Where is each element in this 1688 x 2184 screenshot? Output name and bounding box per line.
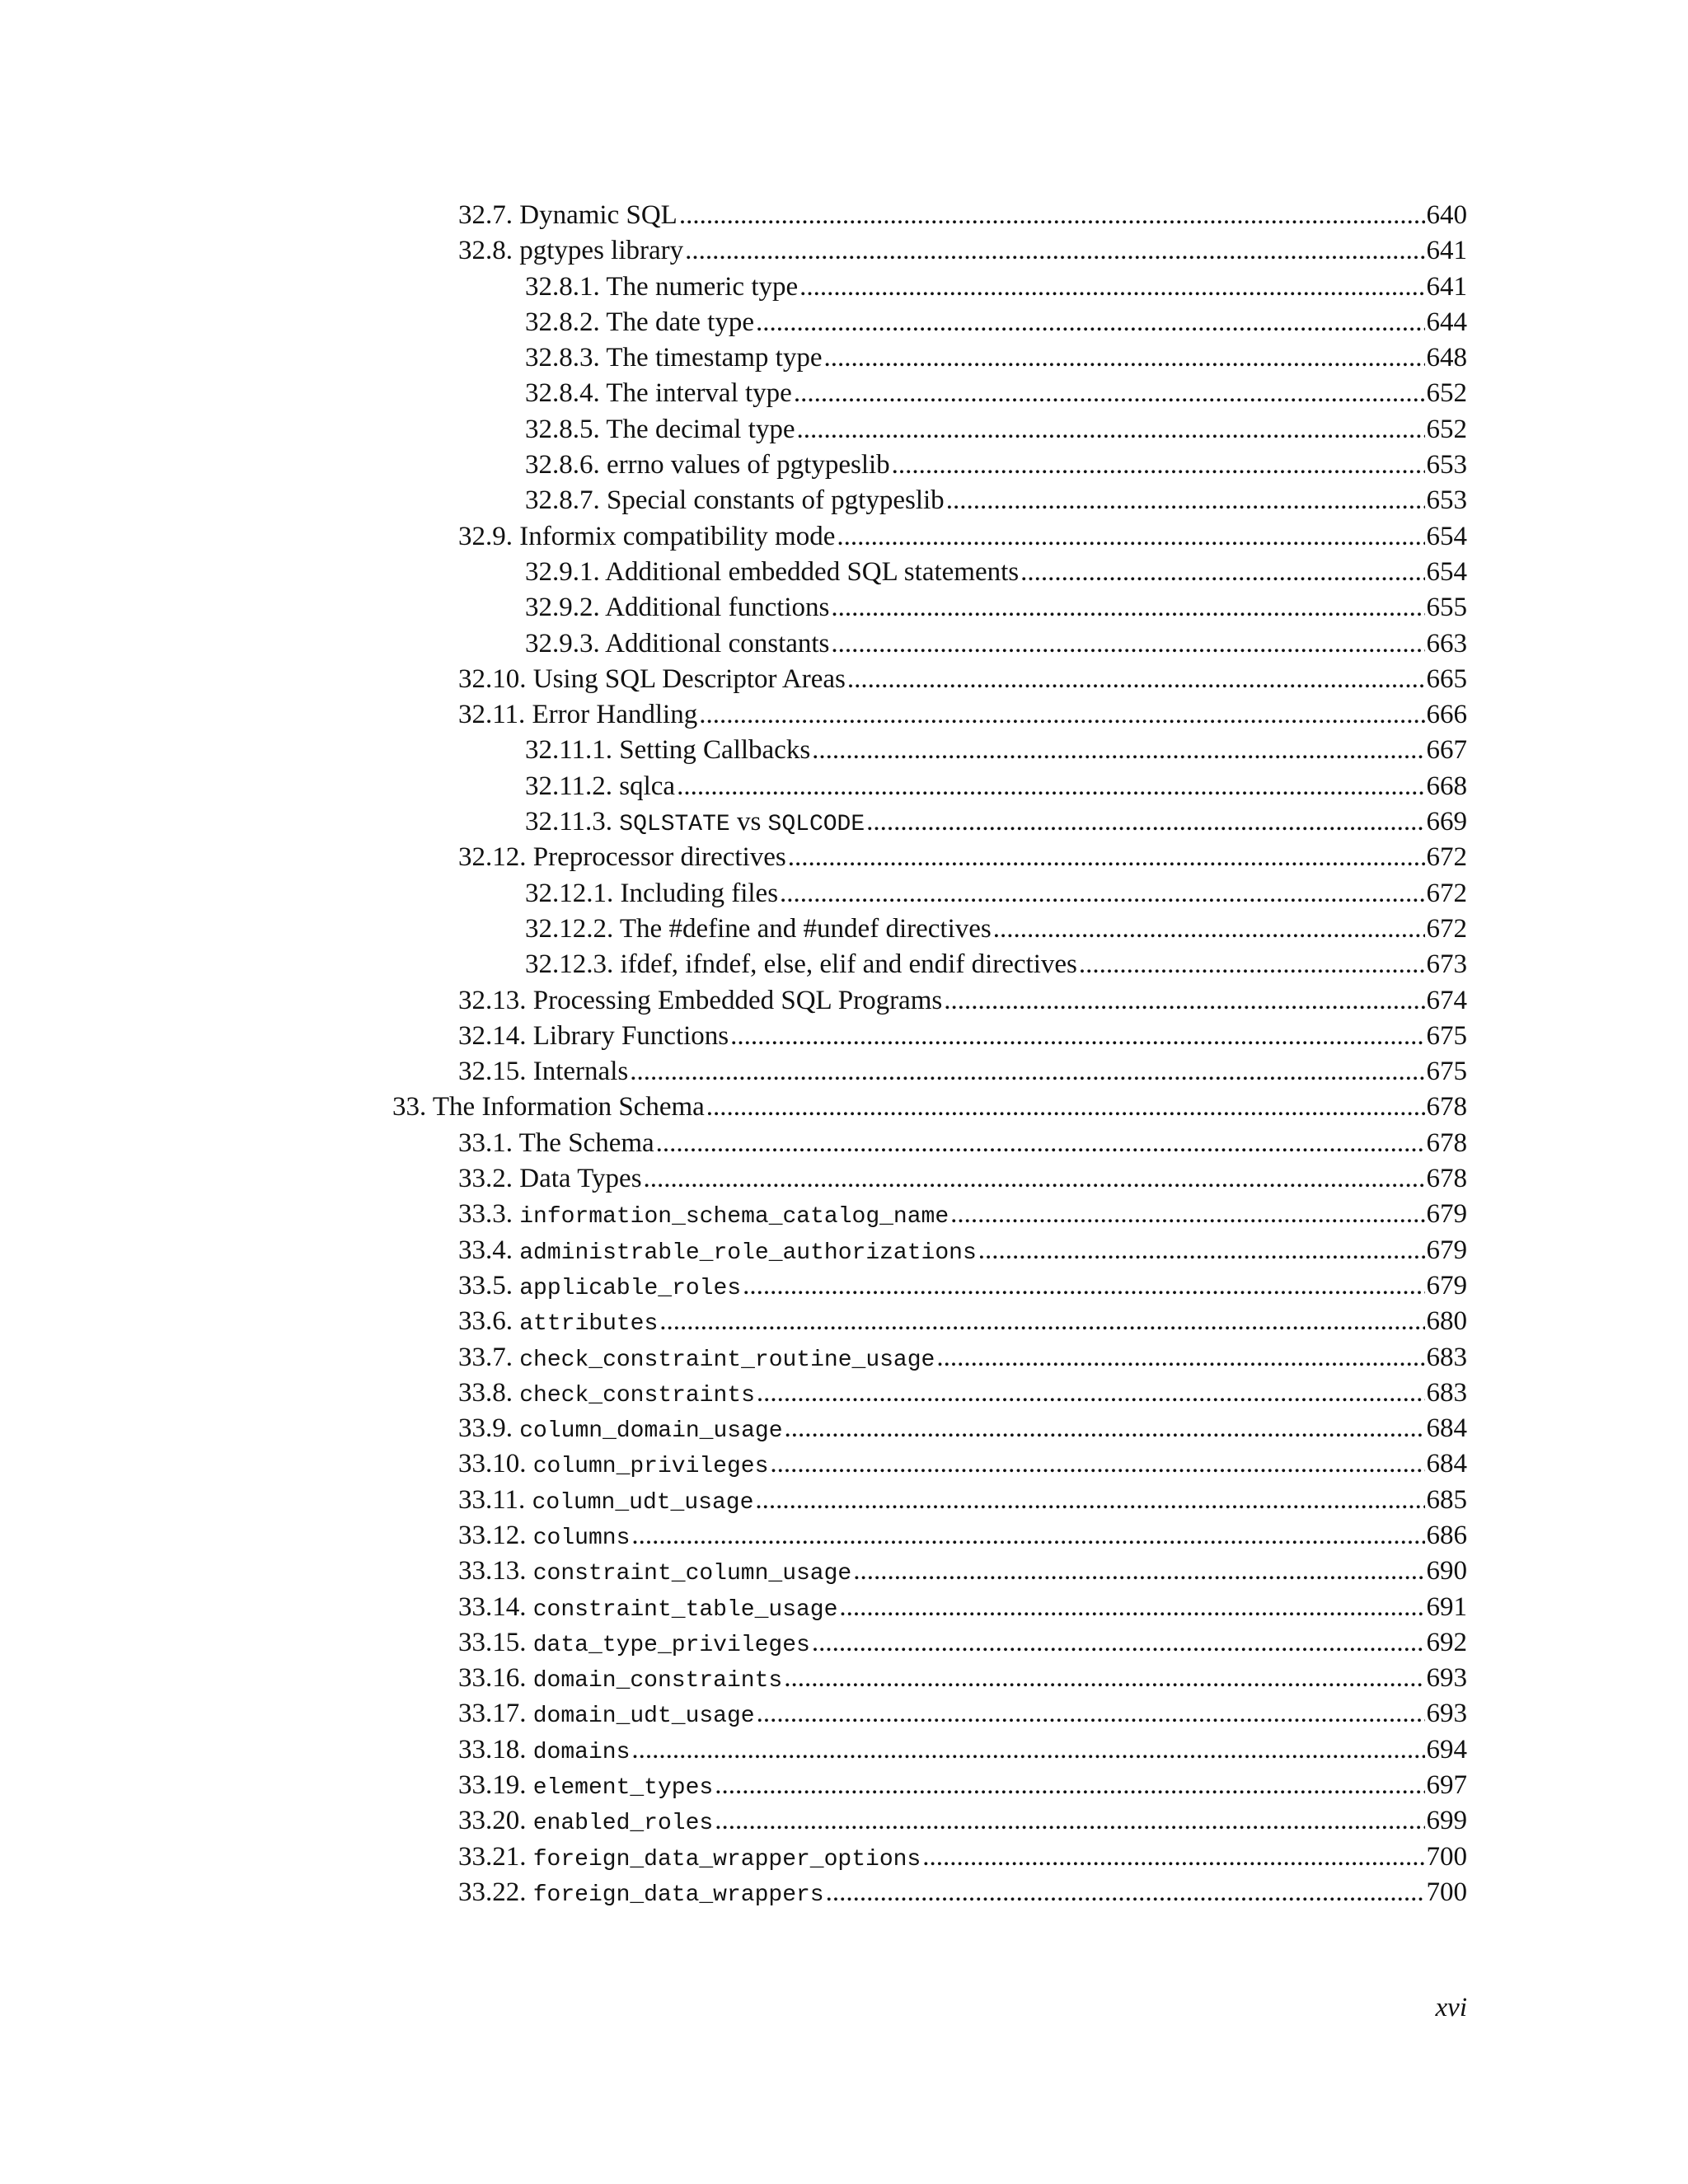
toc-entry-code-text: columns: [532, 1525, 631, 1551]
toc-entry-code-text: domain_udt_usage: [532, 1704, 755, 1730]
dot-leader: [794, 376, 1425, 411]
dot-leader: [866, 804, 1424, 840]
toc-entry[interactable]: [0, 840, 1688, 875]
toc-entry-line: [458, 1411, 1467, 1449]
dot-leader: [812, 733, 1424, 768]
toc-entry-page-number: 693: [1426, 1699, 1467, 1729]
toc-entry-title: [458, 1197, 949, 1235]
toc-entry[interactable]: [0, 1126, 1688, 1161]
dot-leader: [715, 1768, 1424, 1803]
toc-entry-title: [525, 804, 865, 842]
toc-entry-line: [458, 1590, 1467, 1628]
dot-leader: [847, 662, 1425, 697]
toc-entry-code-text: information_schema_catalog_name: [519, 1204, 950, 1230]
toc-entry-title: [458, 1803, 713, 1841]
toc-entry-page-number: 665: [1426, 663, 1467, 694]
toc-entry-title: 33. The Information Schema: [392, 1092, 705, 1122]
dot-leader: [831, 626, 1424, 662]
dot-leader: [706, 1090, 1425, 1125]
dot-leader: [631, 1518, 1424, 1554]
toc-entry-line: [458, 1268, 1467, 1306]
toc-entry-text: 33.6.: [458, 1306, 520, 1337]
dot-leader: [922, 1840, 1424, 1875]
toc-entry[interactable]: [0, 233, 1688, 269]
toc-entry-page-number: 678: [1426, 1127, 1467, 1158]
toc-entry[interactable]: [0, 1625, 1688, 1661]
toc-entry[interactable]: [0, 1554, 1688, 1589]
toc-entry-page-number: 672: [1426, 913, 1467, 944]
toc-entry-title: 32.9.1. Additional embedded SQL statements: [525, 556, 1020, 587]
toc-entry[interactable]: [0, 1376, 1688, 1411]
toc-entry-text: 33.11.: [458, 1484, 532, 1515]
dot-leader: [780, 876, 1424, 912]
toc-entry-title: [458, 1768, 713, 1806]
toc-entry-page-number: 684: [1426, 1449, 1467, 1479]
dot-leader: [685, 233, 1424, 269]
toc-entry-code-text: domains: [532, 1739, 631, 1765]
toc-entry[interactable]: [0, 1696, 1688, 1732]
toc-entry-line: [458, 1518, 1467, 1556]
toc-entry-title: 32.14. Library Functions: [458, 1020, 729, 1051]
toc-entry[interactable]: [0, 590, 1688, 626]
toc-entry-line: [458, 1696, 1467, 1734]
dot-leader: [831, 590, 1424, 626]
toc-entry-page-number: 694: [1426, 1734, 1467, 1765]
toc-entry-page-number: 672: [1426, 878, 1467, 908]
toc-entry-page-number: 678: [1426, 1164, 1467, 1194]
toc-entry[interactable]: [0, 1483, 1688, 1518]
toc-entry-code-text: enabled_roles: [532, 1811, 714, 1837]
toc-entry-line: [458, 1483, 1467, 1521]
toc-entry-page-number: 678: [1426, 1092, 1467, 1122]
toc-entry-title: [458, 1661, 782, 1699]
toc-entry-text: 33.22.: [458, 1877, 533, 1907]
dot-leader: [946, 483, 1425, 518]
toc-entry[interactable]: [0, 269, 1688, 305]
toc-entry-code-text: check_constraint_routine_usage: [519, 1347, 935, 1373]
toc-entry-page-number: 653: [1426, 450, 1467, 480]
toc-entry-title: 32.8.4. The interval type: [525, 378, 792, 409]
toc-entry-page-number: 699: [1426, 1806, 1467, 1836]
toc-entry[interactable]: [0, 340, 1688, 376]
toc-entry-page-number: 684: [1426, 1413, 1467, 1444]
toc-entry-page-number: 675: [1426, 1020, 1467, 1051]
toc-entry-line: [458, 1019, 1467, 1054]
toc-entry-line: [458, 1768, 1467, 1806]
dot-leader: [785, 1411, 1425, 1446]
toc-entry-line: [458, 519, 1467, 555]
dot-leader: [788, 840, 1425, 875]
toc-entry-page-number: 685: [1426, 1484, 1467, 1515]
dot-leader: [936, 1340, 1424, 1376]
dot-leader: [656, 1126, 1425, 1161]
toc-entry-page-number: 640: [1426, 200, 1467, 230]
toc-entry[interactable]: [0, 1803, 1688, 1839]
toc-entry-code-text: attributes: [519, 1311, 659, 1338]
toc-entry-title: [458, 1875, 824, 1913]
toc-entry-page-number: 700: [1426, 1841, 1467, 1872]
toc-entry-line: [525, 626, 1467, 662]
toc-entry-line: [458, 233, 1467, 269]
toc-entry-page-number: 690: [1426, 1556, 1467, 1586]
toc-entry[interactable]: [0, 1340, 1688, 1376]
toc-entry[interactable]: [0, 697, 1688, 733]
toc-entry[interactable]: [0, 1661, 1688, 1696]
toc-entry-title: [458, 1233, 977, 1271]
toc-entry-code-text: check_constraints: [519, 1382, 755, 1408]
toc-entry-text: 33.19.: [458, 1770, 533, 1801]
toc-entry-page-number: 686: [1426, 1520, 1467, 1550]
toc-entry-page-number: 644: [1426, 307, 1467, 337]
toc-entry[interactable]: [0, 1019, 1688, 1054]
toc-entry-page-number: 653: [1426, 485, 1467, 516]
toc-entry[interactable]: [0, 519, 1688, 555]
toc-entry-page-number: 697: [1426, 1770, 1467, 1801]
toc-entry-page-number: 641: [1426, 271, 1467, 302]
toc-entry-line: [458, 1126, 1467, 1161]
toc-entry[interactable]: [0, 1590, 1688, 1625]
toc-entry-page-number: 668: [1426, 771, 1467, 801]
toc-entry-page-number: 654: [1426, 521, 1467, 551]
toc-entry-page-number: 669: [1426, 807, 1467, 837]
toc-entry-title: [458, 1446, 768, 1484]
toc-entry-text: 33.8.: [458, 1377, 520, 1408]
toc-entry-line: [525, 804, 1467, 842]
toc-entry-line: [458, 1732, 1467, 1770]
toc-entry[interactable]: [0, 769, 1688, 804]
toc-entry-line: [525, 376, 1467, 411]
toc-entry[interactable]: [0, 1732, 1688, 1768]
toc-entry-line: [525, 876, 1467, 912]
dot-leader: [770, 1446, 1424, 1482]
toc-entry-title: [458, 1340, 935, 1378]
toc-entry-line: [458, 1625, 1467, 1663]
toc-entry[interactable]: [0, 662, 1688, 697]
toc-entry-text: 33.21.: [458, 1841, 533, 1872]
toc-entry-line: [525, 733, 1467, 768]
toc-entry-code-text: constraint_table_usage: [532, 1596, 838, 1623]
toc-entry-page-number: 674: [1426, 985, 1467, 1015]
toc-entry[interactable]: [0, 1268, 1688, 1304]
toc-entry-title: [458, 1411, 783, 1449]
toc-entry-title: [458, 1840, 921, 1877]
toc-entry-line: [458, 1054, 1467, 1090]
dot-leader: [630, 1054, 1424, 1090]
toc-entry-title: 32.10. Using SQL Descriptor Areas: [458, 663, 846, 694]
toc-entry-title: [458, 1304, 658, 1342]
toc-entry-title: 32.8.3. The timestamp type: [525, 343, 823, 373]
dot-leader: [1020, 555, 1424, 590]
toc-entry[interactable]: [0, 626, 1688, 662]
toc-entry-text: 33.17.: [458, 1699, 533, 1729]
toc-entry-page-number: 700: [1426, 1877, 1467, 1907]
dot-leader: [978, 1233, 1425, 1268]
toc-entry-page-number: 680: [1426, 1306, 1467, 1337]
toc-entry-title: 32.11.2. sqlca: [525, 771, 676, 801]
toc-entry-code-text: element_types: [532, 1775, 714, 1802]
toc-entry-line: [525, 412, 1467, 448]
toc-entry-line: [392, 1090, 1467, 1125]
toc-entry-page-number: 675: [1426, 1057, 1467, 1087]
toc-entry-line: [525, 555, 1467, 590]
toc-entry-text: 33.16.: [458, 1663, 533, 1694]
toc-entry-page-number: 693: [1426, 1663, 1467, 1694]
toc-entry-code-text: data_type_privileges: [532, 1632, 810, 1658]
toc-entry-title: 32.8.5. The decimal type: [525, 414, 795, 444]
toc-entry-line: [458, 1161, 1467, 1197]
table-of-contents: [0, 198, 1688, 1910]
toc-entry[interactable]: [0, 1840, 1688, 1875]
toc-entry[interactable]: [0, 1197, 1688, 1232]
toc-entry-line: [458, 1376, 1467, 1413]
dot-leader: [644, 1161, 1425, 1197]
dot-leader: [677, 769, 1424, 804]
toc-entry-line: [525, 912, 1467, 947]
toc-entry-line: [458, 983, 1467, 1019]
toc-entry-line: [525, 483, 1467, 518]
dot-leader: [944, 983, 1424, 1019]
dot-leader: [757, 1376, 1425, 1411]
toc-entry-title: [458, 1554, 851, 1591]
toc-entry-title: [458, 1696, 755, 1734]
dot-leader: [839, 1590, 1424, 1625]
toc-entry-line: [525, 305, 1467, 340]
toc-entry[interactable]: [0, 983, 1688, 1019]
toc-entry-text: 33.4.: [458, 1235, 520, 1265]
toc-entry-line: [458, 1233, 1467, 1271]
toc-entry-title: 32.11. Error Handling: [458, 700, 698, 730]
toc-entry-code-text: foreign_data_wrapper_options: [532, 1846, 921, 1872]
dot-leader: [757, 1696, 1425, 1732]
toc-entry-page-number: 679: [1426, 1270, 1467, 1301]
toc-entry-text: 33.14.: [458, 1591, 533, 1622]
toc-entry-title: [458, 1732, 630, 1770]
toc-entry[interactable]: [0, 804, 1688, 840]
toc-entry[interactable]: [0, 1518, 1688, 1554]
toc-entry-line: [458, 1340, 1467, 1378]
toc-entry[interactable]: [0, 448, 1688, 483]
toc-entry-title: 32.8. pgtypes library: [458, 236, 684, 266]
toc-entry-page-number: 652: [1426, 378, 1467, 409]
toc-entry-line: [458, 1446, 1467, 1484]
toc-entry-text: 33.12.: [458, 1520, 533, 1550]
toc-entry-title: 32.12.2. The #define and #undef directives: [525, 913, 992, 944]
toc-entry[interactable]: [0, 1304, 1688, 1339]
toc-entry-page-number: 641: [1426, 236, 1467, 266]
toc-entry-line: [525, 769, 1467, 804]
toc-entry[interactable]: [0, 733, 1688, 768]
toc-entry-code-text: constraint_column_usage: [532, 1561, 852, 1587]
dot-leader: [743, 1268, 1424, 1304]
toc-entry-title: 32.12.3. ifdef, ifndef, else, elif and endif directives: [525, 949, 1077, 980]
toc-entry-title: 32.13. Processing Embedded SQL Programs: [458, 985, 943, 1015]
toc-entry-page-number: 672: [1426, 842, 1467, 873]
toc-entry-title: 32.7. Dynamic SQL: [458, 200, 678, 230]
toc-entry[interactable]: [0, 412, 1688, 448]
toc-entry-line: [458, 1661, 1467, 1699]
dot-leader: [826, 1875, 1425, 1910]
toc-entry-title: [458, 1268, 741, 1306]
toc-entry-line: [458, 662, 1467, 697]
toc-entry-text: 32.11.3.: [525, 807, 620, 837]
toc-entry-line: [458, 1304, 1467, 1342]
toc-entry[interactable]: [0, 483, 1688, 518]
toc-entry-line: [458, 1197, 1467, 1235]
toc-entry[interactable]: [0, 198, 1688, 233]
page-number: xvi: [1435, 1993, 1467, 2022]
toc-entry-text: 33.18.: [458, 1734, 533, 1765]
toc-entry-code-text: column_domain_usage: [519, 1418, 783, 1445]
toc-entry[interactable]: [0, 555, 1688, 590]
toc-entry-line: [458, 198, 1467, 233]
toc-entry-title: 33.2. Data Types: [458, 1164, 642, 1194]
toc-entry-title: 33.1. The Schema: [458, 1127, 654, 1158]
toc-entry-title: 32.9. Informix compatibility mode: [458, 521, 836, 551]
toc-entry-text: 33.15.: [458, 1627, 533, 1657]
toc-entry-page-number: 667: [1426, 735, 1467, 766]
toc-entry-title: 32.12.1. Including files: [525, 878, 779, 908]
toc-entry-code-text: applicable_roles: [519, 1275, 742, 1301]
toc-entry-text: 33.3.: [458, 1199, 520, 1230]
dot-leader: [756, 305, 1425, 340]
dot-leader: [784, 1661, 1424, 1696]
toc-entry[interactable]: [0, 1090, 1688, 1125]
toc-entry-title: 32.12. Preprocessor directives: [458, 842, 786, 873]
toc-entry-line: [525, 448, 1467, 483]
toc-entry-page-number: 654: [1426, 556, 1467, 587]
toc-entry-title: 32.8.6. errno values of pgtypeslib: [525, 450, 890, 480]
dot-leader: [699, 697, 1424, 733]
toc-entry-page-number: 683: [1426, 1342, 1467, 1372]
dot-leader: [853, 1554, 1424, 1589]
toc-entry-page-number: 673: [1426, 949, 1467, 980]
toc-entry-code-text: SQLCODE: [767, 812, 865, 838]
dot-leader: [892, 448, 1425, 483]
toc-entry-line: [525, 947, 1467, 982]
toc-entry-page-number: 692: [1426, 1627, 1467, 1657]
toc-entry-line: [458, 1803, 1467, 1841]
dot-leader: [730, 1019, 1424, 1054]
toc-entry-code-text: column_udt_usage: [532, 1489, 754, 1516]
toc-entry-line: [525, 340, 1467, 376]
toc-entry[interactable]: [0, 1161, 1688, 1197]
toc-entry[interactable]: [0, 1233, 1688, 1268]
toc-entry-title: [458, 1625, 810, 1663]
toc-entry-page-number: 691: [1426, 1591, 1467, 1622]
dot-leader: [824, 340, 1425, 376]
toc-entry-title: 32.8.7. Special constants of pgtypeslib: [525, 485, 945, 516]
toc-entry-text: 33.20.: [458, 1806, 533, 1836]
toc-entry[interactable]: [0, 376, 1688, 411]
toc-entry-line: [458, 697, 1467, 733]
toc-entry-code-text: foreign_data_wrappers: [532, 1882, 824, 1908]
toc-entry[interactable]: [0, 1768, 1688, 1803]
toc-entry-line: [458, 1554, 1467, 1591]
toc-entry-title: 32.15. Internals: [458, 1057, 629, 1087]
toc-entry[interactable]: [0, 305, 1688, 340]
dot-leader: [755, 1483, 1424, 1518]
toc-entry[interactable]: [0, 947, 1688, 982]
toc-entry-page-number: 666: [1426, 700, 1467, 730]
toc-entry[interactable]: [0, 1875, 1688, 1910]
toc-entry-line: [525, 590, 1467, 626]
toc-entry-page-number: 679: [1426, 1199, 1467, 1230]
toc-entry[interactable]: [0, 912, 1688, 947]
dot-leader: [679, 198, 1425, 233]
toc-entry-page-number: 648: [1426, 343, 1467, 373]
toc-entry-code-text: administrable_role_authorizations: [519, 1240, 977, 1266]
toc-entry[interactable]: [0, 1446, 1688, 1482]
toc-entry-title: 32.11.1. Setting Callbacks: [525, 735, 811, 766]
toc-entry-page-number: 679: [1426, 1235, 1467, 1265]
toc-entry-title: 32.9.2. Additional functions: [525, 593, 830, 623]
dot-leader: [659, 1304, 1424, 1339]
toc-entry-text: 33.5.: [458, 1270, 520, 1301]
toc-entry-code-text: SQLSTATE: [619, 812, 730, 838]
dot-leader: [812, 1625, 1425, 1661]
toc-entry-title: 32.8.1. The numeric type: [525, 271, 799, 302]
toc-entry-page-number: 663: [1426, 628, 1467, 658]
toc-entry-page-number: 655: [1426, 593, 1467, 623]
toc-entry-title: [458, 1518, 630, 1556]
toc-entry-line: [458, 840, 1467, 875]
toc-entry-title: 32.8.2. The date type: [525, 307, 754, 337]
dot-leader: [1079, 947, 1425, 982]
toc-entry[interactable]: [0, 1054, 1688, 1090]
dot-leader: [993, 912, 1425, 947]
toc-entry-text: 33.10.: [458, 1449, 533, 1479]
toc-entry-text: 33.13.: [458, 1556, 533, 1586]
toc-entry-title: [458, 1376, 755, 1413]
toc-entry-line: [458, 1840, 1467, 1877]
toc-entry-text: 33.7.: [458, 1342, 520, 1372]
toc-entry-code-text: column_privileges: [532, 1454, 769, 1480]
toc-entry[interactable]: [0, 1411, 1688, 1446]
toc-entry-line: [525, 269, 1467, 305]
toc-entry-title: [458, 1590, 837, 1628]
dot-leader: [631, 1732, 1424, 1768]
toc-entry-title: [458, 1483, 753, 1521]
toc-entry-text: vs: [729, 807, 768, 837]
toc-entry-text: 33.9.: [458, 1413, 520, 1444]
toc-entry[interactable]: [0, 876, 1688, 912]
dot-leader: [950, 1197, 1424, 1232]
dot-leader: [799, 269, 1424, 305]
dot-leader: [796, 412, 1424, 448]
toc-entry-line: [458, 1875, 1467, 1913]
dot-leader: [715, 1803, 1424, 1839]
toc-entry-page-number: 652: [1426, 414, 1467, 444]
dot-leader: [837, 519, 1424, 555]
toc-entry-title: 32.9.3. Additional constants: [525, 628, 830, 658]
toc-entry-page-number: 683: [1426, 1377, 1467, 1408]
toc-entry-code-text: domain_constraints: [532, 1668, 783, 1694]
